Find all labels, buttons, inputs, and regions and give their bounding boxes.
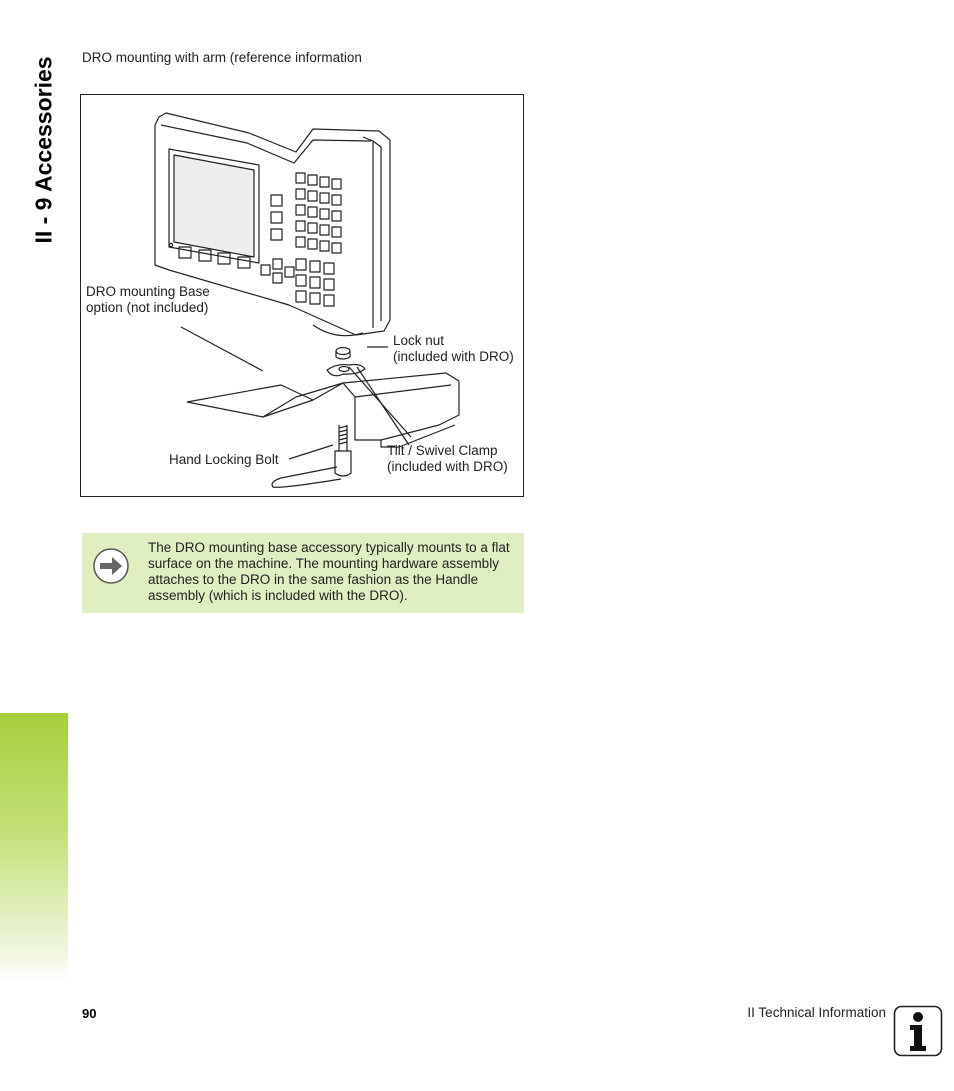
label-clamp-line1: Tilt / Swivel Clamp bbox=[387, 443, 498, 458]
side-tab bbox=[0, 0, 68, 1091]
label-mounting-base bbox=[86, 284, 210, 316]
side-tab-color-bar bbox=[0, 713, 68, 983]
label-tilt-swivel-clamp bbox=[387, 443, 508, 475]
dro-mounting-figure bbox=[80, 94, 524, 497]
label-hand-locking-bolt: Hand Locking Bolt bbox=[169, 452, 279, 467]
label-mounting-base-line2: option (not included) bbox=[86, 300, 209, 315]
figure-caption: DRO mounting with arm (reference information bbox=[82, 50, 362, 65]
footer-section-title: II Technical Information bbox=[747, 1005, 886, 1020]
label-lock-nut-line1: Lock nut bbox=[393, 333, 445, 348]
label-lock-nut-line2: (included with DRO) bbox=[393, 349, 514, 364]
page-number: 90 bbox=[82, 1006, 97, 1021]
arrow-right-icon bbox=[92, 547, 130, 585]
label-lock-nut bbox=[393, 333, 514, 365]
label-clamp-line2: (included with DRO) bbox=[387, 459, 508, 474]
note-box bbox=[82, 533, 524, 613]
label-mounting-base-line1: DRO mounting Base bbox=[86, 284, 210, 299]
info-icon bbox=[893, 1005, 943, 1057]
note-text: The DRO mounting base accessory typically mounts to a flat surface on the machine. The mounting hardware assembly attaches to the DRO in the same fashion as the Handle assembly (which is included with the DRO). bbox=[148, 540, 510, 603]
side-chapter-title: II - 9 Accessories bbox=[30, 56, 57, 244]
